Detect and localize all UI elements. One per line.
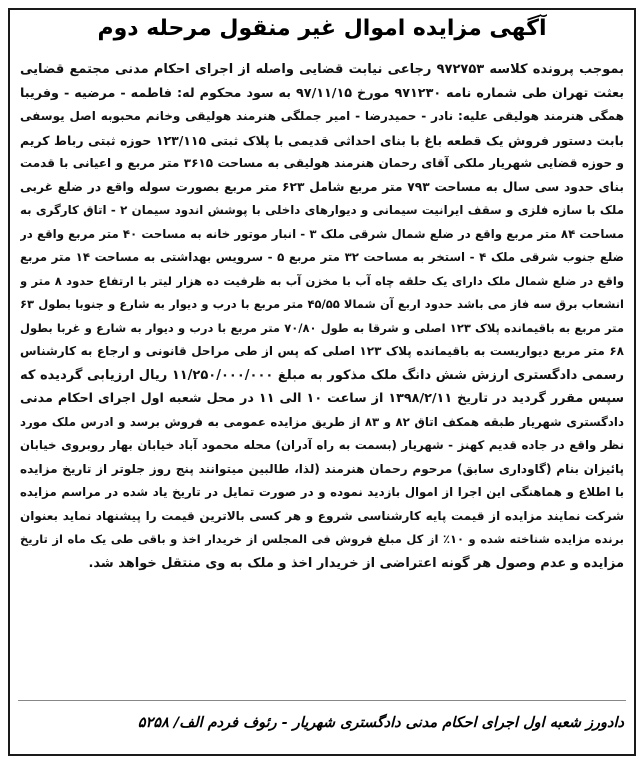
notice-line: سپس مقرر گردید در تاریخ ۱۳۹۸/۲/۱۱ از ساعت ۱۰ الی ۱۱ در محل شعبه اول اجرای احکام مدنی <box>20 391 624 406</box>
notice-line: برنده مزایده شناخته شده و ۱۰٪ از کل مبلغ فروش فی المجلس از خریدار اخذ و باقی طی یک ماه از تاریخ <box>20 532 624 546</box>
notice-line: ۶۸ متر مربع دیواریست به باقیمانده پلاک ۱۲۳ اصلی که پس از طی مراحل قانونی و ارجاع به کارشناس <box>20 344 624 358</box>
notice-line: شرکت نمایند مزایده از قیمت پایه کارشناسی شروع و هر کسی بالاترین قیمت را پیشنهاد نماید بعنوان <box>20 508 624 523</box>
notice-line: دادگستری شهریار طبقه همکف اتاق ۸۲ و ۸۳ از طریق مزایده عمومی به فروش برسد و ادرس ملک مورد <box>20 414 624 429</box>
notice-line: نظر واقع در جاده قدیم کهنز - شهریار (بسمت به راه آدران) محله محمود آباد خیابان بهار روبروی خیابان <box>20 438 624 452</box>
notice-line: ضلع جنوب شرقی ملک ۴ - استخر به مساحت ۳۲ متر مربع ۵ - سرویس بهداشتی به مساحت ۱۴ متر مربع <box>20 250 624 264</box>
notice-line: بابت دستور فروش یک قطعه باغ با بنای احداثی قدیمی با پلاک ثبتی ۱۲۳/۱۱۵ حوزه ثبتی رباط کریم <box>20 132 624 148</box>
notice-line: واقع در ضلع شمال ملک دارای یک حلقه چاه آب با مخزن آب به ظرفیت ده هزار لیتر با ارتفاع حدود ۸ متر و <box>20 273 624 288</box>
notice-line: و حوزه قضایی شهریار ملکی آقای رحمان هنرمند هولیقی به مساحت ۳۶۱۵ متر مربع و اعیانی با قدمت <box>20 156 624 170</box>
notice-line: مزایده و عدم وصول هر گونه اعتراضی از خریدار اخذ و ملک به وی منتقل خواهد شد. <box>88 555 624 571</box>
notice-line: رسمی دادگستری ارزش شش دانگ ملک مذکور به مبلغ ۱۱/۲۵۰/۰۰۰/۰۰۰ ریال ارزیابی گردیده که <box>20 367 624 383</box>
notice-signature: دادورز شعبه اول اجرای احکام مدنی دادگستری شهریار - رئوف فردم الف/ ۵۲۵۸ <box>137 715 624 731</box>
notice-line: با اطلاع و هماهنگی این اجرا از اموال بازدید نموده و در صورت تمایل در تاریخ یاد شده در مراسم مزایده <box>20 485 624 499</box>
notice-title: آگهی مزایده اموال غیر منقول مرحله دوم <box>97 16 547 41</box>
notice-line: بموجب پرونده کلاسه ۹۷۲۷۵۳ رجاعی نیابت قضایی واصله از اجرای احکام مدنی مجتمع قضایی <box>20 62 624 77</box>
notice-body <box>20 58 624 575</box>
notice-line: ملک با سازه فلزی و سقف ایرانیت سیمانی و دیوارهای داخلی با پوشش اندود سیمان ۲ - اتاق کارگری به <box>20 203 624 217</box>
notice-line: بنای حدود سی سال به مساحت ۷۹۳ متر مربع شامل ۶۲۳ متر مربع بصورت سوله واقع در ضلع غربی <box>20 179 624 194</box>
notice-line: انشعاب برق سه فاز می باشد حدود اربع آن شمالا ۴۵/۵۵ متر مربع با درب و دیوار به شارع و جنوبا بطول ۶۳ <box>20 297 624 311</box>
notice-line: مساحت ۸۴ متر مربع واقع در ضلع شمال شرقی ملک ۳ - انبار موتور خانه به مساحت ۴۰ متر مربع واقع در <box>20 226 624 241</box>
notice-line: متر مربع به باقیمانده پلاک ۱۲۳ اصلی و شرقا به طول ۷۰/۸۰ متر مربع با درب و دیوار به شارع و غربا بطول <box>20 320 624 335</box>
notice-line: بعثت تهران طی شماره نامه ۹۷۱۲۳۰ مورخ ۹۷/۱۱/۱۵ به سود محکوم له: فاطمه - مرضیه - وفریبا <box>20 85 624 101</box>
notice-line: همگی هنرمند هولیقی علیه: نادر - حمیدرضا - امیر جملگی هنرمند هولیقی وخانم محبوبه اصل یوسفی <box>20 109 624 123</box>
notice-line: پائیزان بنام (گاوداری سابق) مرحوم رحمان هنرمند (لذا، طالبین میتوانند پنج روز جلوتر از تاریخ مزایده <box>20 461 624 476</box>
signature-divider <box>18 700 626 701</box>
